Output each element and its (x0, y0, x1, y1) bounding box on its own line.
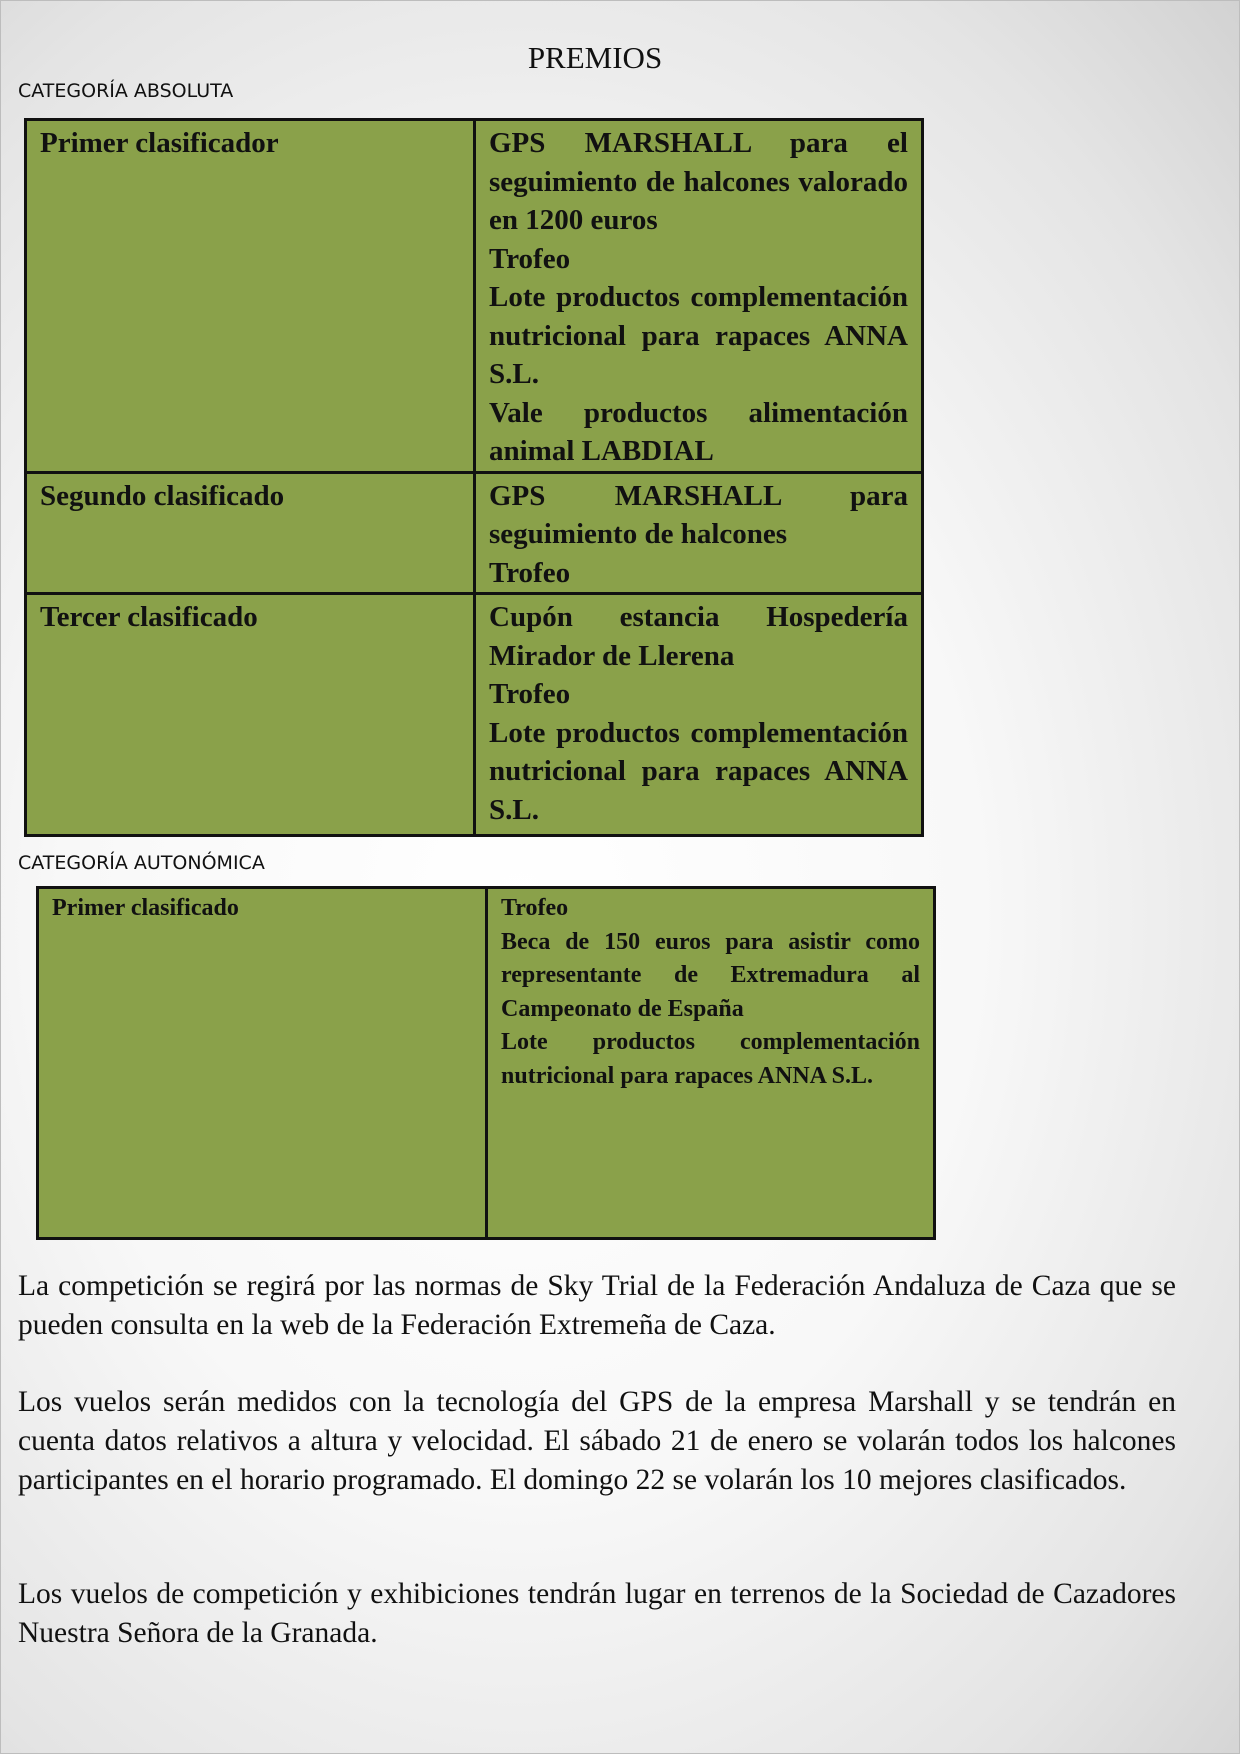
position-cell: Tercer clasificado (26, 594, 475, 836)
table-row (26, 120, 923, 473)
prize-item: Beca de 150 euros para asistir como representante de Extremadura al Campeonato de España (501, 928, 920, 1022)
prize-cell (475, 594, 923, 836)
prize-item: Lote productos complementación nutricional para rapaces ANNA S.L. (501, 1029, 920, 1089)
table-row (26, 472, 923, 594)
prize-item: GPS MARSHALL para seguimiento de halcones (489, 479, 908, 550)
prize-item: Lote productos complementación nutricional para rapaces ANNA S.L. (489, 281, 908, 390)
position-cell: Primer clasificado (38, 888, 487, 1239)
prize-item: Trofeo (489, 678, 571, 710)
gps-schedule-paragraph: Los vuelos serán medidos con la tecnología del GPS de la empresa Marshall y se tendrán en cuenta datos relativos a altura y velocidad. El sábado 21 de enero se volarán todos los halcones participantes en el horario programado. El domingo 22 se volarán los 10 mejores clasificados. (18, 1386, 1176, 1496)
categoria-autonomica-label: CATEGORÍA AUTONÓMICA (18, 852, 265, 874)
prize-cell (475, 472, 923, 594)
position-cell: Segundo clasificado (26, 472, 475, 594)
venue-paragraph: Los vuelos de competición y exhibiciones tendrán lugar en terrenos de la Sociedad de Cazadores Nuestra Señora de la Granada. (18, 1578, 1176, 1649)
rules-paragraph: La competición se regirá por las normas de Sky Trial de la Federación Andaluza de Caza que se pueden consulta en la web de la Federación Extremeña de Caza. (18, 1270, 1176, 1341)
prizes-table-absoluta (24, 118, 924, 837)
prize-item: Lote productos complementación nutricional para rapaces ANNA S.L. (489, 716, 908, 826)
prizes-table-autonomica (36, 886, 936, 1240)
prize-item: Cupón estancia Hospedería Mirador de Llerena (489, 601, 908, 672)
prize-item: Trofeo (489, 242, 571, 275)
table-row (38, 888, 935, 1239)
prize-item: Vale productos alimentación animal LABDIAL (489, 396, 908, 467)
prize-cell (487, 888, 935, 1239)
position-cell: Primer clasificador (26, 120, 475, 473)
categoria-absoluta-label: CATEGORÍA ABSOLUTA (18, 80, 234, 102)
prize-item: Trofeo (489, 556, 571, 589)
prize-item: GPS MARSHALL para el seguimiento de halcones valorado en 1200 euros (489, 127, 908, 236)
table-row (26, 594, 923, 836)
prize-item: Trofeo (501, 895, 569, 921)
page-title: PREMIOS (527, 40, 663, 75)
prize-cell (475, 120, 923, 473)
